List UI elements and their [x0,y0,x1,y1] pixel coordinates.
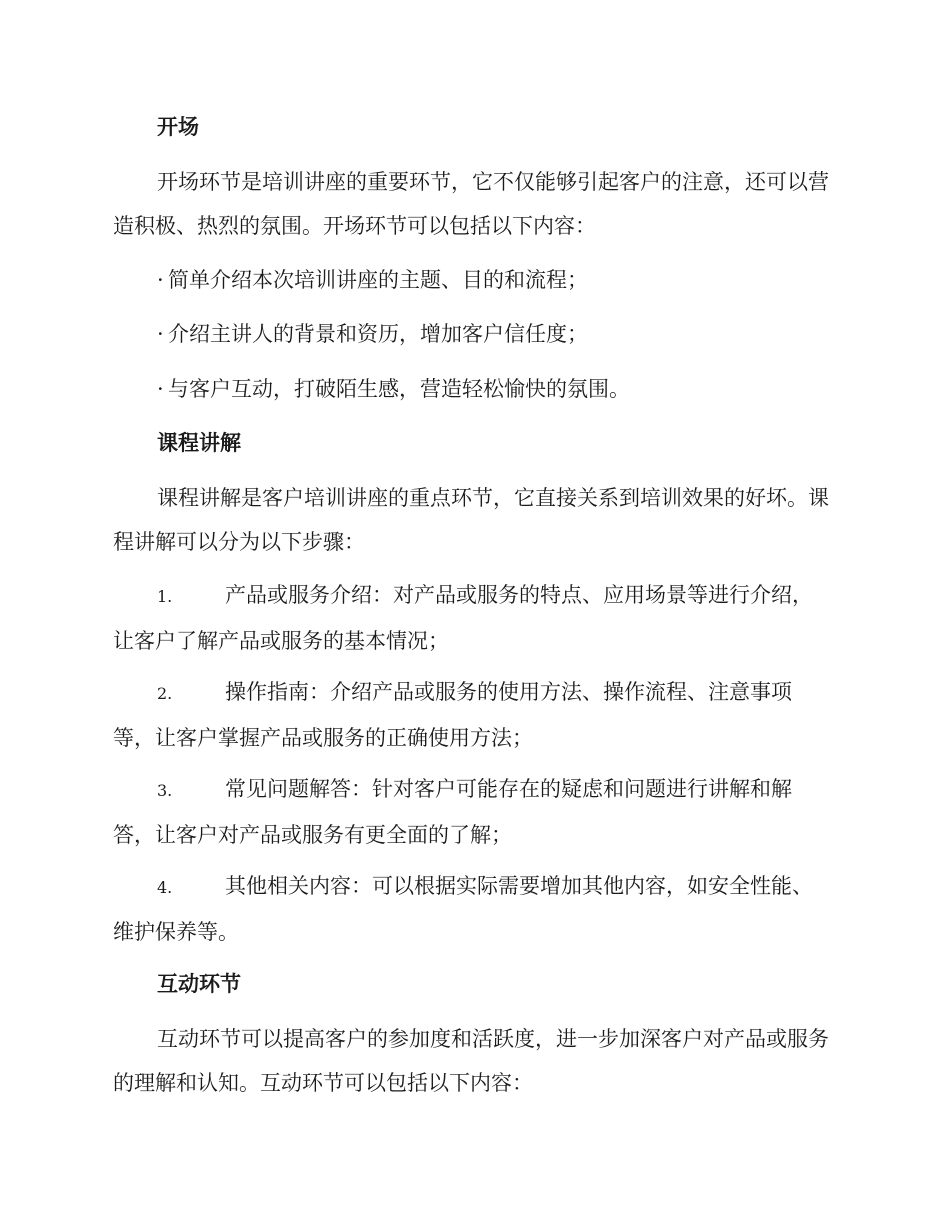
bullet-marker: · [157,322,164,346]
interaction-intro-paragraph [113,1017,833,1105]
bullet-text: 与客户互动，打破陌生感，营造轻松愉快的氛围。 [168,377,630,401]
course-intro-paragraph [113,476,833,564]
opening-intro-paragraph [113,160,833,248]
item-text: 常见问题解答：针对客户可能存在的疑虑和问题进行讲解和解答，让客户对产品或服务有更全面的了解； [113,777,792,847]
bullet-marker: · [157,377,164,401]
course-numbered-item [113,670,833,760]
course-numbered-item [113,767,833,857]
item-text: 产品或服务介绍：对产品或服务的特点、应用场景等进行介绍，让客户了解产品或服务的基本情况； [113,583,813,653]
bullet-text: 简单介绍本次培训讲座的主题、目的和流程； [168,268,588,292]
section-heading-course: 课程讲解 [157,431,241,455]
section-heading-opening: 开场 [157,115,199,139]
opening-intro-text: 开场环节是培训讲座的重要环节，它不仅能够引起客户的注意，还可以营造积极、热烈的氛围。开场环节可以包括以下内容： [113,170,829,238]
item-number: 2. [157,684,173,703]
item-number: 3. [157,781,173,800]
item-number: 4. [157,878,173,897]
section-heading-interaction: 互动环节 [157,972,241,996]
item-text: 其他相关内容：可以根据实际需要增加其他内容，如安全性能、维护保养等。 [113,874,813,944]
item-text: 操作指南：介绍产品或服务的使用方法、操作流程、注意事项等，让客户掌握产品或服务的正确使用方法； [113,680,792,750]
bullet-text: 介绍主讲人的背景和资历，增加客户信任度； [168,322,588,346]
item-number: 1. [157,587,173,606]
opening-bullet-item [157,266,588,294]
interaction-intro-text: 互动环节可以提高客户的参加度和活跃度，进一步加深客户对产品或服务的理解和认知。互动环节可以包括以下内容： [113,1027,829,1095]
course-numbered-item [113,864,833,954]
bullet-marker: · [157,268,164,292]
course-intro-text: 课程讲解是客户培训讲座的重点环节，它直接关系到培训效果的好坏。课程讲解可以分为以下步骤： [113,486,829,554]
opening-bullet-item [157,320,588,348]
opening-bullet-item [157,375,630,403]
course-numbered-item [113,573,833,663]
